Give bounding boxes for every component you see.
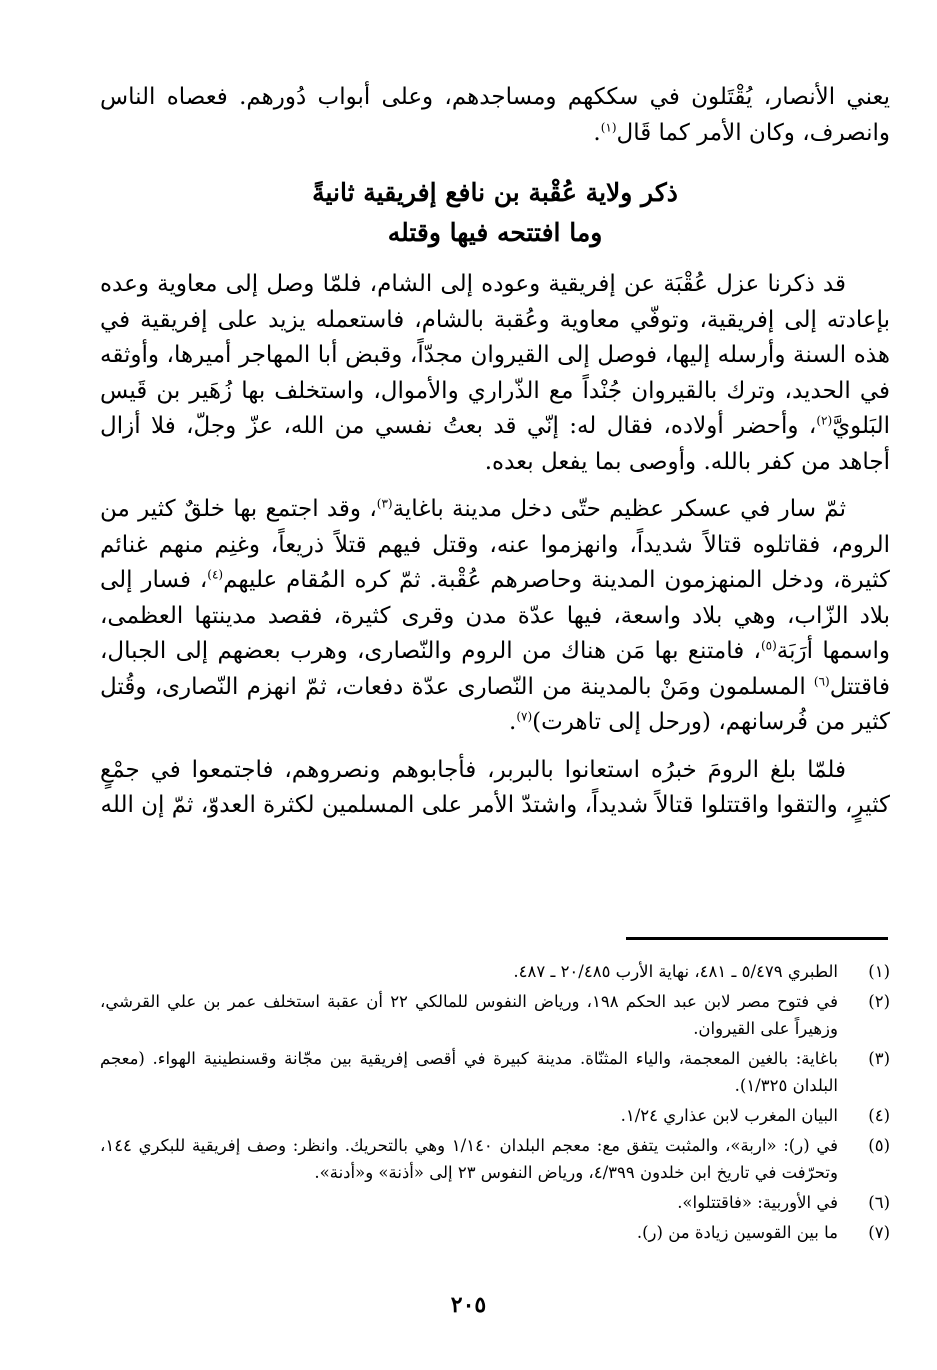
paragraph-3: [100, 753, 890, 824]
footnote-ref-2: (٢): [816, 413, 833, 428]
page-body: [100, 80, 890, 824]
footnote-text: في الأوربية: «فاقتتلوا».: [677, 1193, 838, 1212]
footnote-number: (٢): [868, 992, 890, 1011]
footnote-2: [100, 988, 890, 1042]
section-heading-line-1: ذكر ولاية عُقْبة بن نافع إفريقية ثانيةً: [312, 178, 678, 207]
footnote-text: في (ر): «اربة»، والمثبت يتفق مع: معجم البلدان ١/١٤٠ وهي بالتحريك. وانظر: وصف إفريقية للبكري ١٤٤، وتحرّفت في تاريخ ابن خلدون ٤/٣٩٩، ورياض النفوس ٢٣ إلى «أذنة» و«أدنة».: [100, 1136, 838, 1182]
paragraph-2-text-e: المسلمون ومَنْ بالمدينة من النّصارى عدّة دفعات، ثمّ انهزم النّصارى، وقُتل كثير من فُرسانهم، (ورحل إلى تاهرت): [100, 673, 890, 735]
footnote-6: [100, 1189, 890, 1216]
footnote-number: (١): [868, 962, 890, 981]
footnote-5: [100, 1132, 890, 1186]
footnote-ref-1: (١): [600, 119, 617, 134]
footnote-4: [100, 1102, 890, 1129]
footnote-7: [100, 1219, 890, 1246]
footnote-divider: [626, 937, 888, 940]
footnote-text: الطبري ٥/٤٧٩ ـ ٤٨١، نهاية الأرب ٢٠/٤٨٥ ـ ٤٨٧.: [513, 962, 838, 981]
footnote-text: ما بين القوسين زيادة من (ر).: [636, 1223, 838, 1242]
footnotes: [100, 958, 890, 1249]
footnote-number: (٦): [868, 1193, 890, 1212]
footnote-text: في فتوح مصر لابن عبد الحكم ١٩٨، ورياض النفوس للمالكي ٢٢ أن عقبة استخلف عمر بن علي القرشي، وزهيراً على القيروان.: [100, 992, 838, 1038]
intro-text: يعني الأنصار، يُقْتَلون في سككهم ومساجدهم، وعلى أبواب دُورهم. فعصاه الناس وانصرف، وكان الأمر كما قَال: [100, 84, 890, 146]
footnote-3: [100, 1045, 890, 1099]
paragraph-3-text-a: فلمّا بلغ الرومَ خبرُه استعانوا بالبربر، فأجابوهم ونصروهم، فاجتمعوا في جمْعٍ كثيرٍ، والتقوا واقتتلوا قتالاً شديداً، واشتدّ الأمر على المسلمين لكثرة العدوّ، ثمّ إن الله: [100, 756, 890, 818]
paragraph-2-text-a: ثمّ سار في عسكر عظيم حتّى دخل مدينة باغاية: [392, 496, 846, 522]
paragraph-2-text-f: .: [509, 709, 517, 735]
footnote-text: البيان المغرب لابن عذاري ١/٢٤.: [620, 1106, 838, 1125]
section-heading-line-2: وما افتتحه فيها وقتله: [387, 218, 603, 247]
paragraph-2-text-b: ، وقد اجتمع بها خلقٌ كثير من الروم، فقاتلوه قتالاً شديداً، وانهزموا عنه، وقتل فيهم قتلاً ذريعاً، وغنِم منهم غنائم كثيرة، ودخل المنهزمون المدينة وحاصرهم عُقْبة. ثمّ كره المُقام عليهم: [100, 496, 890, 593]
paragraph-1: [100, 267, 890, 480]
footnote-ref-4: (٤): [207, 567, 224, 582]
footnote-number: (٤): [868, 1106, 890, 1125]
footnote-number: (٣): [868, 1049, 890, 1068]
footnote-ref-6: (٦): [813, 673, 830, 688]
page-number: ٢٠٥: [450, 1292, 487, 1318]
footnote-1: [100, 958, 890, 985]
paragraph-2-text-c: ، فسار إلى بلاد الزّاب، وهي بلاد واسعة، فيها عدّة مدن وقرى كثيرة، فقصد مدينتها العظمى، واسمها أرَبَة: [100, 567, 890, 664]
footnote-text: باغاية: بالغين المعجمة، والياء المثنّاة. مدينة كبيرة في أقصى إفريقية بين مجّانة وقسنطينية الهواء. (معجم البلدان ١/٣٢٥).: [100, 1049, 838, 1095]
paragraph-1-text-a: قد ذكرنا عزل عُقْبَة عن إفريقية وعوده إلى الشام، فلمّا وصل إلى معاوية وعده بإعادته إلى إفريقية، وتوفّي معاوية وعُقبة بالشام، فاستعمله يزيد على إفريقية في هذه السنة وأرسله إليها، فوصل إلى القيروان مجدّاً، وقبض أبا المهاجر أميرها، وأوثقه في الحديد، وترك بالقيروان جُنْداً مع الذّراري والأموال، واستخلف بها زُهَير بن قَيس البَلويَّ: [100, 271, 890, 439]
footnote-number: (٧): [868, 1223, 890, 1242]
section-heading: [100, 173, 890, 253]
footnote-number: (٥): [868, 1136, 890, 1155]
paragraph-1-text-b: ، وأحضر أولاده، فقال له: إنّي قد بعتُ نفسي من الله، عزّ وجلّ، فلا أزال أجاهد من كفر بالله. وأوصى بما يفعل بعده.: [100, 413, 890, 475]
paragraph-2: [100, 492, 890, 741]
paragraph-2-text-d: ، فامتنع بها مَن هناك من الروم والنّصارى، وهرب بعضهم إلى الجبال، فاقتتل: [100, 638, 890, 700]
footnote-ref-3: (٣): [376, 496, 393, 511]
intro-paragraph: يعني الأنصار، يُقْتَلون في سككهم ومساجدهم، وعلى أبواب دُورهم. فعصاه الناس وانصرف، وكان الأمر كما قَال$^{(١)}$.: [100, 84, 890, 146]
footnote-ref-5: (٥): [760, 638, 777, 653]
footnote-ref-7: (٧): [516, 709, 533, 724]
